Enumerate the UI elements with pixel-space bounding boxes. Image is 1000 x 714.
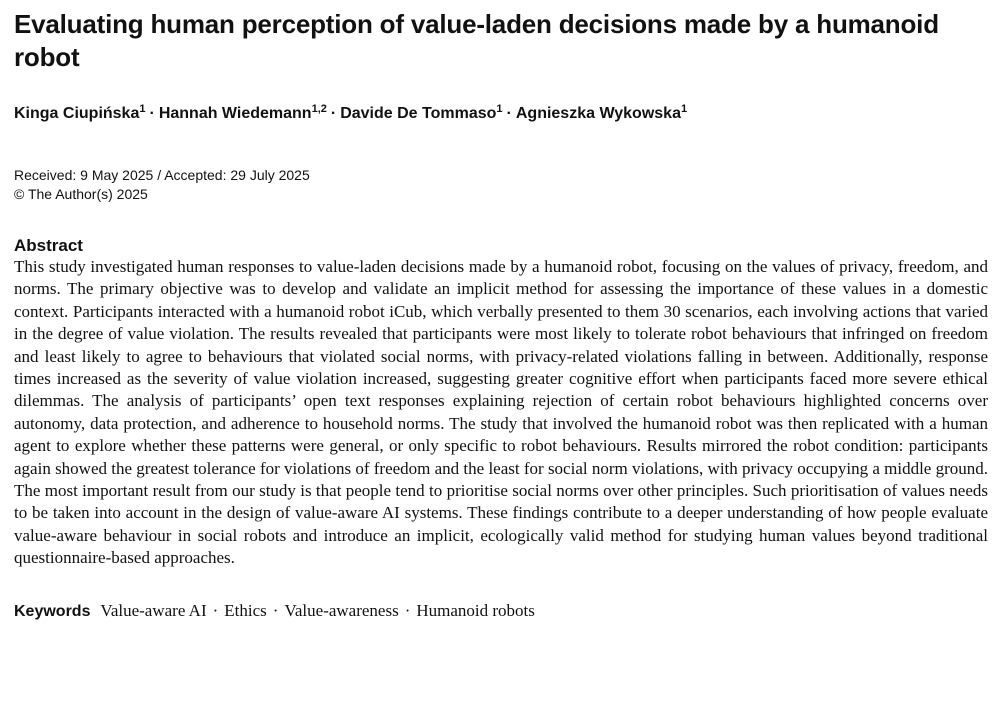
keywords-label: Keywords (14, 602, 91, 620)
keyword[interactable]: Humanoid robots (416, 600, 535, 620)
paper-header (14, 8, 988, 623)
received-accepted-dates: Received: 9 May 2025 / Accepted: 29 July 2025 (14, 167, 310, 183)
author-affiliation: 1 (139, 103, 146, 115)
author-affiliation: 1,2 (311, 103, 327, 115)
keywords-line (14, 600, 988, 623)
keyword-separator: · (272, 600, 279, 620)
author-separator: · (506, 105, 512, 122)
copyright-notice: © The Author(s) 2025 (14, 186, 148, 202)
keyword[interactable]: Value-aware AI (100, 600, 207, 620)
keyword[interactable]: Value-awareness (284, 600, 399, 620)
author-name[interactable]: Agnieszka Wykowska (515, 105, 681, 122)
publication-meta (14, 166, 988, 204)
author-affiliation: 1 (496, 103, 503, 115)
keyword-separator: · (212, 600, 219, 620)
paper-title: Evaluating human perception of value-laden decisions made by a humanoid robot (14, 9, 939, 72)
keyword[interactable]: Ethics (224, 600, 267, 620)
author-name[interactable]: Kinga Ciupińska (14, 105, 140, 122)
author-separator: · (149, 105, 155, 122)
keyword-separator: · (404, 600, 411, 620)
abstract-heading: Abstract (14, 236, 83, 255)
author-name[interactable]: Davide De Tommaso (340, 105, 497, 122)
author-affiliation: 1 (680, 103, 688, 115)
author-list (14, 104, 988, 124)
author-separator: · (330, 105, 337, 122)
author-name[interactable]: Hannah Wiedemann (158, 105, 312, 122)
abstract-text: This study investigated human responses to value-laden decisions made by a humanoid robot, focusing on the values of privacy, freedom, and norms. The primary objective was to develop and validate an implicit method for assessing the importance of these values in a domestic context. Participants interacted with a humanoid robot iCub, which verbally presented to them 30 scenarios, each involving actions that varied in the degree of value violation. The results revealed that participants were most likely to tolerate robot behaviours that infringed on freedom and least likely to agree to behaviours that violated social norms, with privacy-related violations falling in between. Additionally, response times increased as the severity of value violation increased, suggesting greater cognitive effort when participants faced more severe ethical dilemmas. The analysis of participants’ open text responses explaining rejection of certain robot behaviours highlighted concerns over autonomy, data protection, and adherence to household norms. The study that involved the humanoid robot was then replicated with a human agent to explore whether these patterns were general, or only specific to robot behaviours. Results mirrored the robot condition: participants again showed the greatest tolerance for violations of freedom and the least for social norm violations, with privacy occupying a middle ground. The most important result from our study is that people tend to prioritise social norms over other principles. Such prioritisation of values needs to be taken into account in the design of value-aware AI systems. These findings contribute to a deeper understanding of how people evaluate value-aware behaviour in social robots and introduce an implicit, ecologically valid method for studying human values beyond traditional questionnaire-based approaches. (14, 257, 988, 568)
